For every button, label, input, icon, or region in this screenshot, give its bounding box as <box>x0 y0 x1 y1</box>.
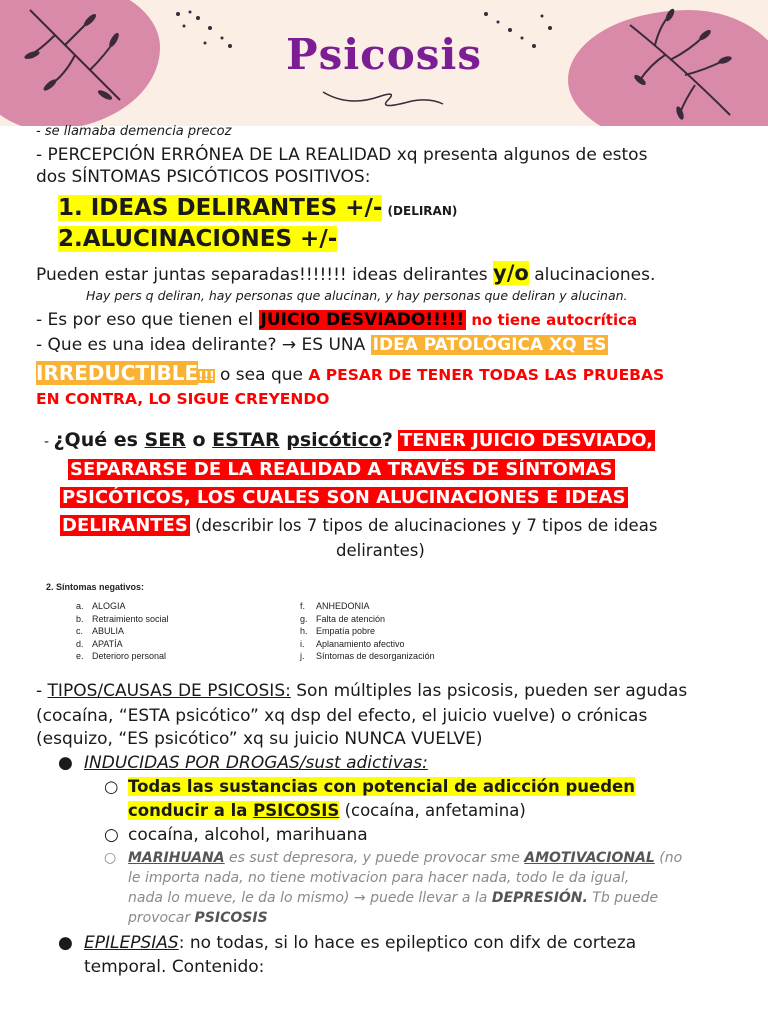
list-item: i. Aplanamiento afectivo <box>300 638 405 649</box>
negative-symptoms-block <box>46 582 466 661</box>
intro-line-1: - PERCEPCIÓN ERRÓNEA DE LA REALIDAD xq presenta algunos de estos <box>36 145 648 165</box>
sub-bullet-1: ○ Todas las sustancias con potencial de adicción pueden <box>104 777 635 796</box>
delusion-line-3: EN CONTRA, LO SIGUE CREYENDO <box>36 390 330 408</box>
sub-bullet-3-cont-3: provocar PSICOSIS <box>128 910 268 926</box>
question-line-4: DELIRANTES (describir los 7 tipos de alucinaciones y 7 tipos de ideas <box>62 515 658 536</box>
types-line-3: (esquizo, “ES psicótico” xq su juicio NUNCA VUELVE) <box>36 729 483 749</box>
sub-bullet-2: ○ cocaína, alcohol, marihuana <box>104 825 368 845</box>
negative-symptoms-title: 2. Síntomas negativos: <box>46 582 145 592</box>
negative-list-left <box>76 600 169 663</box>
delusion-line-1: - Que es una idea delirante? → ES UNA IDEA PATOLÓGICA XQ ES <box>36 335 607 355</box>
sub-bullet-1-cont: conducir a la PSICOSIS (cocaína, anfetamina) <box>128 801 526 820</box>
list-item: e. Deterioro personal <box>76 651 167 661</box>
question-line-2: SEPARARSE DE LA REALIDAD A TRAVÉS DE SÍNTOMAS <box>70 459 613 480</box>
together-line: Pueden estar juntas separadas!!!!!!! ideas delirantes y/o alucinaciones. <box>36 261 656 285</box>
question-line-1: - ¿Qué es SER o ESTAR psicótico? TENER JUICIO DESVIADO, <box>44 429 654 451</box>
question-line-5: delirantes) <box>336 541 425 560</box>
bullet-drugs: ● INDUCIDAS POR DROGAS/sust adictivas: <box>58 753 428 773</box>
intro-note: - se llamaba demencia precoz <box>36 124 232 139</box>
types-line-1: - TIPOS/CAUSAS DE PSICOSIS: Son múltiples las psicosis, pueden ser agudas <box>36 681 688 701</box>
list-item: c. ABULIA <box>76 626 125 636</box>
list-item: d. APATÍA <box>76 638 123 649</box>
judgement-line: - Es por eso que tienen el JUICIO DESVIADO!!!!! no tiene autocrítica <box>36 310 638 330</box>
delusion-line-2: IRREDUCTIBLE!!! o sea que A PESAR DE TENER TODAS LAS PRUEBAS <box>36 361 665 385</box>
sub-bullet-3-cont-1: le importa nada, no tiene motivacion para hacer nada, todo le da igual, <box>128 870 630 886</box>
list-item: j. Síntomas de desorganización <box>300 651 435 661</box>
negative-list-right <box>300 600 435 663</box>
bullet-epilepsy: ● EPILEPSIAS: no todas, si lo hace es epileptico con difx de corteza <box>58 933 637 953</box>
list-item: b. Retraimiento social <box>76 613 169 624</box>
positive-item-1: 1. IDEAS DELIRANTES +/- (DELIRAN) <box>58 195 458 221</box>
list-item: f. ANHEDONIA <box>300 601 370 611</box>
page-title: Psicosis <box>285 30 482 79</box>
positive-item-2: 2.ALUCINACIONES +/- <box>58 226 338 252</box>
list-item: g. Falta de atención <box>300 613 386 624</box>
swirl-underline-icon <box>318 82 448 112</box>
together-italic: Hay pers q deliran, hay personas que alucinan, y hay personas que deliran y alucinan. <box>86 288 628 303</box>
sub-bullet-3: ○ MARIHUANA es sust depresora, y puede provocar sme AMOTIVACIONAL (no <box>104 850 683 866</box>
header-banner <box>0 0 768 126</box>
sub-bullet-3-cont-2: nada lo mueve, le da lo mismo) → puede llevar a la DEPRESIÓN. Tb puede <box>128 890 659 906</box>
bullet-epilepsy-cont: temporal. Contenido: <box>84 957 265 977</box>
intro-line-2: dos SÍNTOMAS PSICÓTICOS POSITIVOS: <box>36 167 371 187</box>
list-item: a. ALOGIA <box>76 601 126 611</box>
list-item: h. Empatía pobre <box>300 626 376 636</box>
question-line-3: PSICÓTICOS, LOS CUALES SON ALUCINACIONES E IDEAS <box>62 487 626 508</box>
types-line-2: (cocaína, “ESTA psicótico” xq dsp del efecto, el juicio vuelve) o crónicas <box>36 706 648 726</box>
